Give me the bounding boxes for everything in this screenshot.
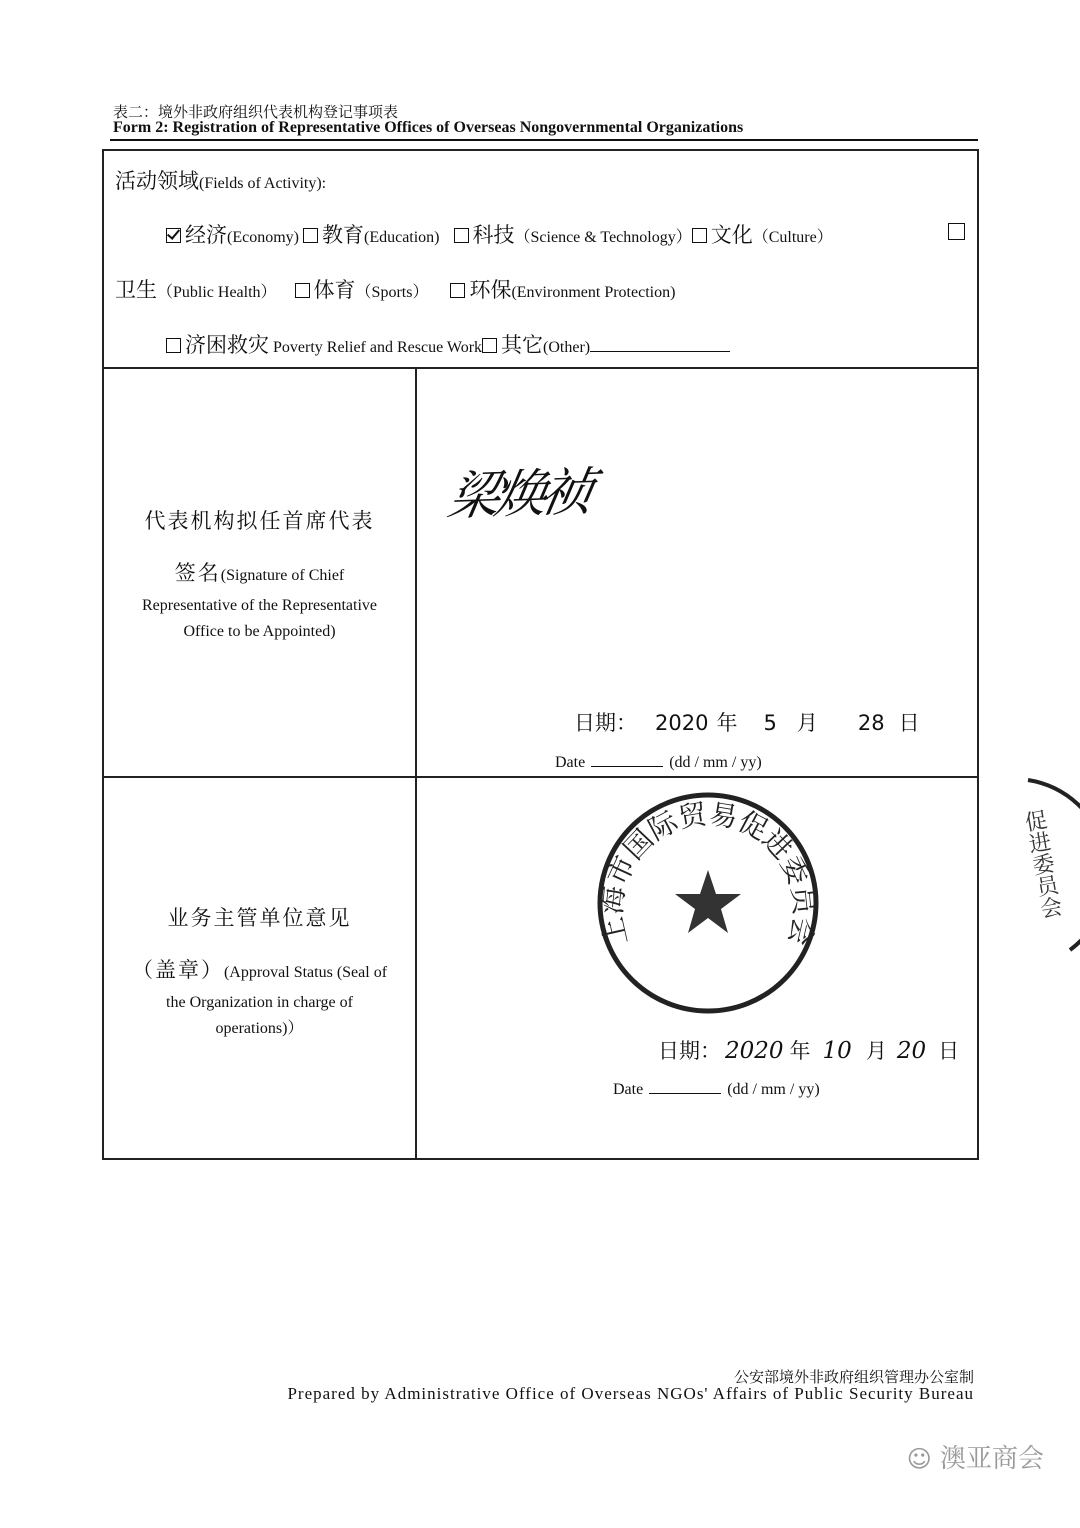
checkbox-icon[interactable] (295, 283, 310, 298)
checkbox-icon[interactable] (692, 228, 707, 243)
approval-date-cn: 日期： 2020 年 10 月 20 日 (658, 1038, 960, 1064)
checkbox-icon[interactable] (303, 228, 318, 243)
option-poverty-relief[interactable]: 济困救灾 Poverty Relief and Rescue Work (166, 333, 482, 357)
table-border-bottom (103, 1158, 979, 1160)
option-culture[interactable]: 文化（Culture） (692, 223, 833, 247)
approval-date-year: 2020 (725, 1038, 784, 1064)
checkbox-icon[interactable] (454, 228, 469, 243)
signature-date-year: 2020 (655, 711, 709, 735)
row-divider-2 (103, 776, 979, 778)
option-science-technology[interactable]: 科技（Science & Technology） (454, 223, 692, 247)
form-title-en: Form 2: Registration of Representative Offices of Overseas Nongovernmental Organizations (113, 119, 744, 136)
footer-prepared-cn: 公安部境外非政府组织管理办公室制 (733, 1368, 974, 1386)
option-public-health-checkbox[interactable] (948, 223, 965, 240)
checkbox-icon[interactable] (482, 338, 497, 353)
option-public-health[interactable]: 卫生（Public Health） (115, 278, 277, 302)
fields-row-2 (115, 274, 675, 304)
signature-date-en: Date (dd / mm / yy) (555, 754, 762, 771)
table-border-top (103, 149, 979, 151)
column-divider (415, 368, 417, 1159)
approval-date-day: 20 (896, 1038, 927, 1064)
partial-seal (1010, 770, 1080, 960)
option-economy[interactable]: 经济(Economy) (166, 223, 299, 247)
approval-date-month: 10 (822, 1038, 852, 1064)
option-other[interactable]: 其它(Other) (482, 333, 730, 357)
fields-row-3 (166, 329, 730, 359)
signature-label: 代表机构拟任首席代表 签名(Signature of Chief Representative of the Representative Office to be Appointed) (141, 509, 377, 640)
checkbox-icon[interactable] (450, 283, 465, 298)
seal-star-icon (675, 870, 741, 933)
official-seal (595, 790, 821, 1016)
footer-prepared-en: Prepared by Administrative Office of Overseas NGOs' Affairs of Public Security Bureau (287, 1384, 974, 1403)
date-blank-line[interactable] (591, 754, 663, 767)
fields-row-1 (166, 219, 833, 249)
option-environment[interactable]: 环保(Environment Protection) (450, 278, 675, 302)
signature-date-day: 28 (857, 711, 885, 735)
wechat-icon: ☺ (906, 1445, 932, 1473)
partial-seal-text: 促进委员会 (1019, 807, 1064, 921)
option-education[interactable]: 教育(Education) (303, 223, 440, 247)
header-rule (110, 139, 978, 141)
watermark: ☺ 澳亚商会 (906, 1444, 1044, 1474)
checked-checkbox-icon[interactable] (166, 228, 181, 243)
chief-representative-signature: 梁焕祯 (443, 462, 593, 528)
option-sports[interactable]: 体育（Sports） (295, 278, 429, 302)
seal-text: 上海市国际贸易促进委员会 (595, 797, 821, 949)
signature-date-month: 5 (763, 711, 777, 735)
other-blank-line[interactable] (590, 337, 730, 352)
row-divider-1 (103, 367, 979, 369)
approval-date-en: Date (dd / mm / yy) (613, 1081, 820, 1098)
signature-date-cn: 日期： 2020 年 5 月 28 日 (574, 711, 920, 735)
checkbox-icon[interactable] (166, 338, 181, 353)
table-border-right (977, 149, 979, 1160)
fields-of-activity-title: 活动领域(Fields of Activity): (115, 169, 327, 193)
approval-label: 业务主管单位意见 （盖章）(Approval Status (Seal of the Organization in charge of operations)） (131, 906, 388, 1037)
form-subtitle-cn: 表二：境外非政府组织代表机构登记事项表 (113, 103, 399, 121)
date-blank-line[interactable] (649, 1081, 721, 1094)
